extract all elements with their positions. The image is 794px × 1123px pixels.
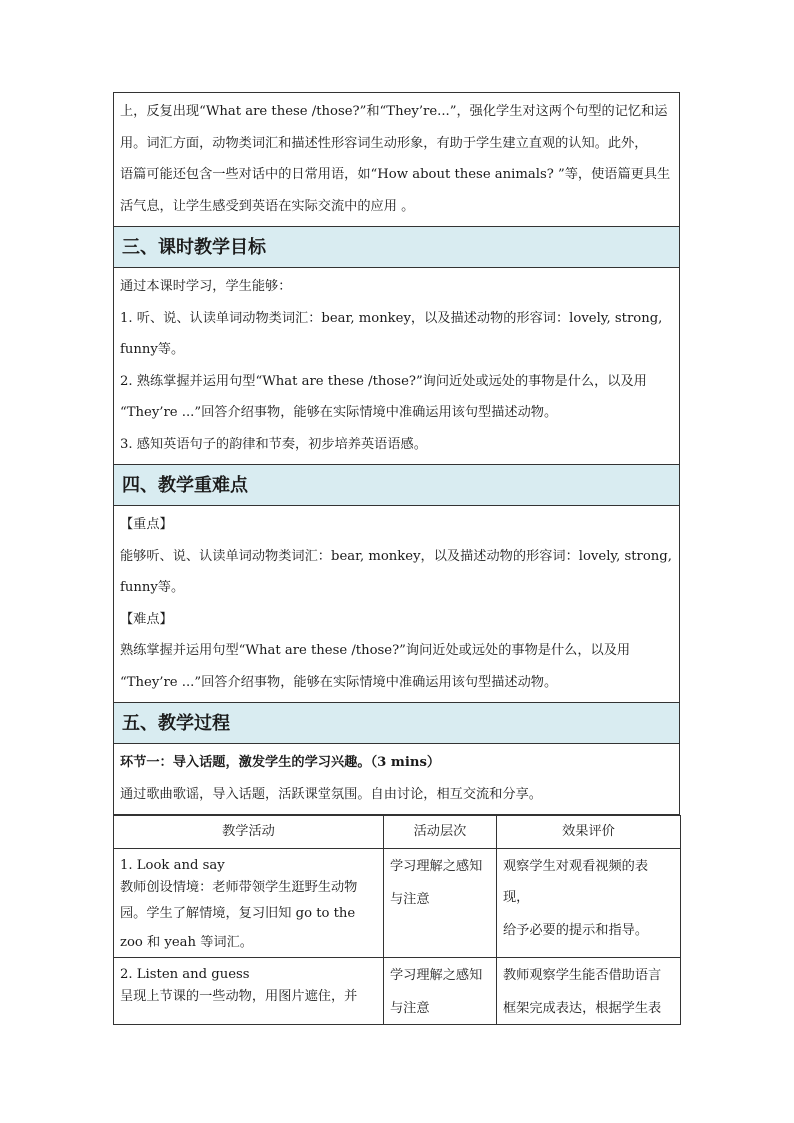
activity-line: 教师创设情境：老师带领学生逛野生动物 — [120, 880, 358, 895]
difficult-point-line: 熟练掌握并运用句型“What are these /those?”询问近处或远处的事物是什么，以及用 — [120, 643, 631, 658]
level-cell — [384, 958, 497, 1025]
column-header: 活动层次 — [384, 816, 497, 849]
process-step-block — [113, 744, 680, 815]
step-title: 环节一：导入话题，激发学生的学习兴趣。（3 mins） — [120, 755, 441, 770]
section-heading-key-points: 四、教学重难点 — [113, 465, 680, 506]
activity-line: 呈现上节课的一些动物，用图片遮住，并 — [120, 989, 358, 1004]
objective-line: 1. 听、说、认读单词动物类词汇：bear, monkey，以及描述动物的形容词：lovely, strong, — [120, 310, 663, 326]
column-header: 教学活动 — [114, 816, 384, 849]
objectives-block — [113, 268, 680, 465]
level-line: 与注意 — [390, 892, 430, 907]
intro-line: 上，反复出现“What are these /those?”和“They’re...”，强化学生对这两个句型的记忆和运 — [120, 104, 668, 119]
key-point-label: 【重点】 — [120, 517, 173, 532]
level-line: 与注意 — [390, 1001, 430, 1016]
key-point-line: 能够听、说、认读单词动物类词汇：bear, monkey，以及描述动物的形容词：lovely, strong, — [120, 548, 672, 564]
level-line: 学习理解之感知 — [390, 968, 483, 983]
intro-line: 用。词汇方面，动物类词汇和描述性形容词生动形象，有助于学生建立直观的认知。此外， — [120, 135, 648, 151]
difficult-point-line: “They’re ...”回答介绍事物，能够在实际情境中准确运用该句型描述动物。 — [120, 674, 558, 690]
key-point-line: funny等。 — [120, 580, 185, 595]
difficult-point-label: 【难点】 — [120, 611, 173, 627]
objective-line: 2. 熟练掌握并运用句型“What are these /those?”询问近处或远处的事物是什么，以及用 — [120, 373, 647, 389]
activity-line: zoo 和 yeah 等词汇。 — [120, 935, 253, 950]
activity-line: 园。学生了解情境，复习旧知 go to the — [120, 906, 356, 921]
activity-title: 1. Look and say — [120, 858, 225, 873]
evaluation-cell — [497, 849, 681, 958]
table-row — [114, 958, 681, 1025]
objective-line: 通过本课时学习，学生能够： — [120, 279, 292, 294]
activity-cell — [114, 849, 384, 958]
section-heading-objectives: 三、课时教学目标 — [113, 227, 680, 268]
evaluation-cell — [497, 958, 681, 1025]
level-line: 学习理解之感知 — [390, 859, 483, 874]
step-description: 通过歌曲歌谣，导入话题，活跃课堂氛围。自由讨论，相互交流和分享。 — [120, 786, 542, 802]
objective-line: 3. 感知英语句子的韵律和节奏，初步培养英语语感。 — [120, 436, 427, 452]
evaluation-line: 观察学生对观看视频的表现， — [503, 859, 649, 905]
evaluation-line: 给予必要的提示和指导。 — [503, 923, 649, 938]
intro-text-block — [113, 92, 680, 227]
document-page — [113, 92, 680, 1025]
column-header: 效果评价 — [497, 816, 681, 849]
level-cell — [384, 849, 497, 958]
objective-line: “They’re ...”回答介绍事物，能够在实际情境中准确运用该句型描述动物。 — [120, 405, 558, 420]
activity-cell — [114, 958, 384, 1025]
evaluation-line: 教师观察学生能否借助语言 — [503, 968, 662, 983]
key-points-block — [113, 506, 680, 703]
table-row — [114, 849, 681, 958]
evaluation-line: 框架完成表达，根据学生表 — [503, 1001, 662, 1016]
table-header-row — [114, 816, 681, 849]
intro-line: 活气息，让学生感受到英语在实际交流中的应用 。 — [120, 198, 415, 214]
intro-line: 语篇可能还包含一些对话中的日常用语，如“How about these animals? ”等，使语篇更具生 — [120, 167, 671, 182]
objective-line: funny等。 — [120, 342, 185, 357]
activity-title: 2. Listen and guess — [120, 967, 250, 982]
section-heading-process: 五、教学过程 — [113, 703, 680, 744]
activity-table — [113, 815, 681, 1025]
